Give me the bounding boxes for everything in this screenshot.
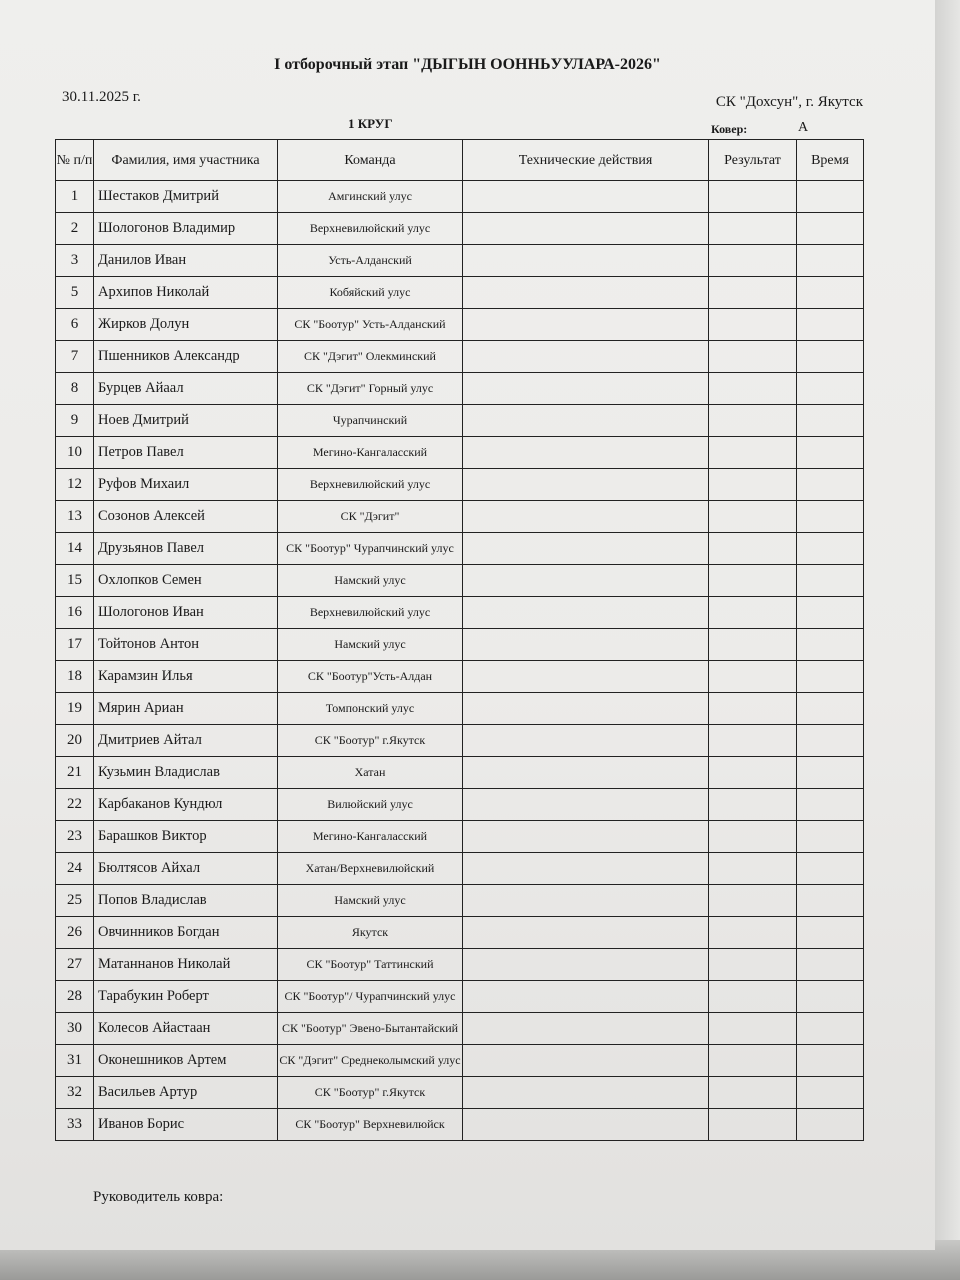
techniques-cell [463,405,709,437]
row-number: 1 [56,181,94,213]
techniques-cell [463,629,709,661]
participants-table [55,139,864,1141]
table-row [56,1077,864,1109]
participant-name: Данилов Иван [94,245,278,277]
column-header-time: Время [797,140,864,181]
participant-name: Иванов Борис [94,1109,278,1141]
result-cell [709,821,797,853]
table-row [56,533,864,565]
table-row [56,277,864,309]
table-row [56,437,864,469]
participant-name: Руфов Михаил [94,469,278,501]
participant-name: Овчинников Богдан [94,917,278,949]
result-cell [709,789,797,821]
techniques-cell [463,309,709,341]
team-name: Хатан/Верхневилюйский [278,853,463,885]
time-cell [797,1013,864,1045]
table-row [56,597,864,629]
time-cell [797,373,864,405]
table-row [56,245,864,277]
techniques-cell [463,245,709,277]
participant-name: Васильев Артур [94,1077,278,1109]
team-name: Мегино-Кангаласский [278,821,463,853]
result-cell [709,885,797,917]
time-cell [797,533,864,565]
event-venue: СК "Дохсун", г. Якутск [715,94,863,110]
result-cell [709,1045,797,1077]
result-cell [709,213,797,245]
team-name: Намский улус [278,885,463,917]
row-number: 20 [56,725,94,757]
result-cell [709,533,797,565]
result-cell [709,501,797,533]
techniques-cell [463,213,709,245]
team-name: Верхневилюйский улус [278,597,463,629]
techniques-cell [463,1077,709,1109]
result-cell [709,949,797,981]
result-cell [709,917,797,949]
team-name: Намский улус [278,629,463,661]
table-row [56,885,864,917]
participant-name: Архипов Николай [94,277,278,309]
team-name: СК "Боотур" Эвено-Бытантайский [278,1013,463,1045]
team-name: Хатан [278,757,463,789]
techniques-cell [463,1045,709,1077]
row-number: 2 [56,213,94,245]
team-name: Вилюйский улус [278,789,463,821]
team-name: СК "Боотур" г.Якутск [278,1077,463,1109]
table-row [56,757,864,789]
time-cell [797,213,864,245]
participant-name: Мярин Ариан [94,693,278,725]
team-name: Якутск [278,917,463,949]
team-name: Усть-Алданский [278,245,463,277]
team-name: СК "Боотур" Верхневилюйск [278,1109,463,1141]
mat-label: Ковер: [711,122,748,136]
row-number: 8 [56,373,94,405]
row-number: 7 [56,341,94,373]
techniques-cell [463,341,709,373]
row-number: 17 [56,629,94,661]
row-number: 6 [56,309,94,341]
table-row [56,181,864,213]
time-cell [797,1045,864,1077]
result-cell [709,181,797,213]
result-cell [709,277,797,309]
time-cell [797,949,864,981]
time-cell [797,629,864,661]
techniques-cell [463,373,709,405]
team-name: Кобяйский улус [278,277,463,309]
round-label: 1 КРУГ [348,116,393,131]
row-number: 25 [56,885,94,917]
participant-name: Попов Владислав [94,885,278,917]
techniques-cell [463,469,709,501]
participant-name: Тойтонов Антон [94,629,278,661]
table-row [56,853,864,885]
result-cell [709,693,797,725]
participant-name: Карамзин Илья [94,661,278,693]
team-name: Намский улус [278,565,463,597]
techniques-cell [463,885,709,917]
result-cell [709,373,797,405]
event-date: 30.11.2025 г. [62,89,141,105]
row-number: 14 [56,533,94,565]
row-number: 32 [56,1077,94,1109]
result-cell [709,565,797,597]
table-row [56,789,864,821]
result-cell [709,629,797,661]
row-number: 18 [56,661,94,693]
techniques-cell [463,661,709,693]
table-body [56,181,864,1141]
row-number: 28 [56,981,94,1013]
time-cell [797,853,864,885]
participant-name: Ноев Дмитрий [94,405,278,437]
participant-name: Бурцев Айаал [94,373,278,405]
team-name: Томпонский улус [278,693,463,725]
result-cell [709,437,797,469]
team-name: Чурапчинский [278,405,463,437]
techniques-cell [463,501,709,533]
table-row [56,981,864,1013]
participant-name: Жирков Долун [94,309,278,341]
time-cell [797,1109,864,1141]
time-cell [797,501,864,533]
row-number: 15 [56,565,94,597]
time-cell [797,341,864,373]
time-cell [797,885,864,917]
techniques-cell [463,1109,709,1141]
table-row [56,405,864,437]
techniques-cell [463,693,709,725]
mat-head-signature-label: Руководитель ковра: [93,1189,224,1205]
table-row [56,629,864,661]
techniques-cell [463,437,709,469]
result-cell [709,309,797,341]
row-number: 31 [56,1045,94,1077]
table-row [56,469,864,501]
team-name: СК "Дэгит" Среднеколымский улус [278,1045,463,1077]
row-number: 27 [56,949,94,981]
row-number: 5 [56,277,94,309]
team-name: СК "Дэгит" Горный улус [278,373,463,405]
techniques-cell [463,917,709,949]
table-row [56,501,864,533]
result-cell [709,757,797,789]
row-number: 9 [56,405,94,437]
participant-name: Охлопков Семен [94,565,278,597]
table-row [56,661,864,693]
participant-name: Оконешников Артем [94,1045,278,1077]
table-header-row [56,140,864,181]
participant-name: Созонов Алексей [94,501,278,533]
time-cell [797,597,864,629]
techniques-cell [463,725,709,757]
result-cell [709,981,797,1013]
result-cell [709,245,797,277]
participant-name: Кузьмин Владислав [94,757,278,789]
techniques-cell [463,277,709,309]
team-name: СК "Боотур" г.Якутск [278,725,463,757]
participant-name: Карбаканов Кундюл [94,789,278,821]
time-cell [797,693,864,725]
row-number: 22 [56,789,94,821]
column-header-number: № п/п [56,140,94,181]
table-row [56,341,864,373]
row-number: 30 [56,1013,94,1045]
time-cell [797,725,864,757]
table-row [56,725,864,757]
row-number: 24 [56,853,94,885]
team-name: Верхневилюйский улус [278,469,463,501]
row-number: 13 [56,501,94,533]
participant-name: Друзьянов Павел [94,533,278,565]
participant-name: Барашков Виктор [94,821,278,853]
participant-name: Шологонов Иван [94,597,278,629]
participant-name: Колесов Айастаан [94,1013,278,1045]
team-name: СК "Боотур"Усть-Алдан [278,661,463,693]
table-row [56,693,864,725]
result-cell [709,725,797,757]
time-cell [797,309,864,341]
team-name: СК "Боотур"/ Чурапчинский улус [278,981,463,1013]
time-cell [797,917,864,949]
column-header-team: Команда [278,140,463,181]
team-name: Верхневилюйский улус [278,213,463,245]
table-row [56,821,864,853]
techniques-cell [463,821,709,853]
time-cell [797,245,864,277]
row-number: 19 [56,693,94,725]
row-number: 16 [56,597,94,629]
techniques-cell [463,181,709,213]
table-row [56,309,864,341]
techniques-cell [463,565,709,597]
table-row [56,565,864,597]
techniques-cell [463,949,709,981]
participant-name: Шологонов Владимир [94,213,278,245]
row-number: 21 [56,757,94,789]
column-header-name: Фамилия, имя участника [94,140,278,181]
result-cell [709,1109,797,1141]
time-cell [797,565,864,597]
techniques-cell [463,789,709,821]
team-name: СК "Боотур" Усть-Алданский [278,309,463,341]
time-cell [797,1077,864,1109]
techniques-cell [463,1013,709,1045]
team-name: Мегино-Кангаласский [278,437,463,469]
time-cell [797,437,864,469]
team-name: СК "Боотур" Таттинский [278,949,463,981]
row-number: 23 [56,821,94,853]
result-cell [709,341,797,373]
team-name: Амгинский улус [278,181,463,213]
row-number: 3 [56,245,94,277]
participant-name: Тарабукин Роберт [94,981,278,1013]
table-row [56,1013,864,1045]
time-cell [797,981,864,1013]
participant-name: Петров Павел [94,437,278,469]
techniques-cell [463,533,709,565]
result-cell [709,853,797,885]
row-number: 12 [56,469,94,501]
time-cell [797,821,864,853]
result-cell [709,1013,797,1045]
result-cell [709,1077,797,1109]
mat-value: А [798,120,809,135]
table-row [56,213,864,245]
row-number: 26 [56,917,94,949]
table-row [56,917,864,949]
time-cell [797,405,864,437]
time-cell [797,469,864,501]
techniques-cell [463,757,709,789]
column-header-result: Результат [709,140,797,181]
team-name: СК "Дэгит" [278,501,463,533]
table-row [56,949,864,981]
participant-name: Бюлтясов Айхал [94,853,278,885]
row-number: 33 [56,1109,94,1141]
team-name: СК "Боотур" Чурапчинский улус [278,533,463,565]
column-header-techniques: Технические действия [463,140,709,181]
time-cell [797,757,864,789]
time-cell [797,661,864,693]
result-cell [709,469,797,501]
time-cell [797,277,864,309]
time-cell [797,789,864,821]
row-number: 10 [56,437,94,469]
result-cell [709,597,797,629]
techniques-cell [463,853,709,885]
participant-name: Пшенников Александр [94,341,278,373]
result-cell [709,661,797,693]
table-row [56,373,864,405]
participant-name: Матаннанов Николай [94,949,278,981]
techniques-cell [463,981,709,1013]
time-cell [797,181,864,213]
result-cell [709,405,797,437]
table-row [56,1045,864,1077]
participant-name: Шестаков Дмитрий [94,181,278,213]
table-row [56,1109,864,1141]
page-title: I отборочный этап "ДЫГЫН ООННЬУУЛАРА-2026" [274,56,661,73]
participant-name: Дмитриев Айтал [94,725,278,757]
techniques-cell [463,597,709,629]
team-name: СК "Дэгит" Олекминский [278,341,463,373]
